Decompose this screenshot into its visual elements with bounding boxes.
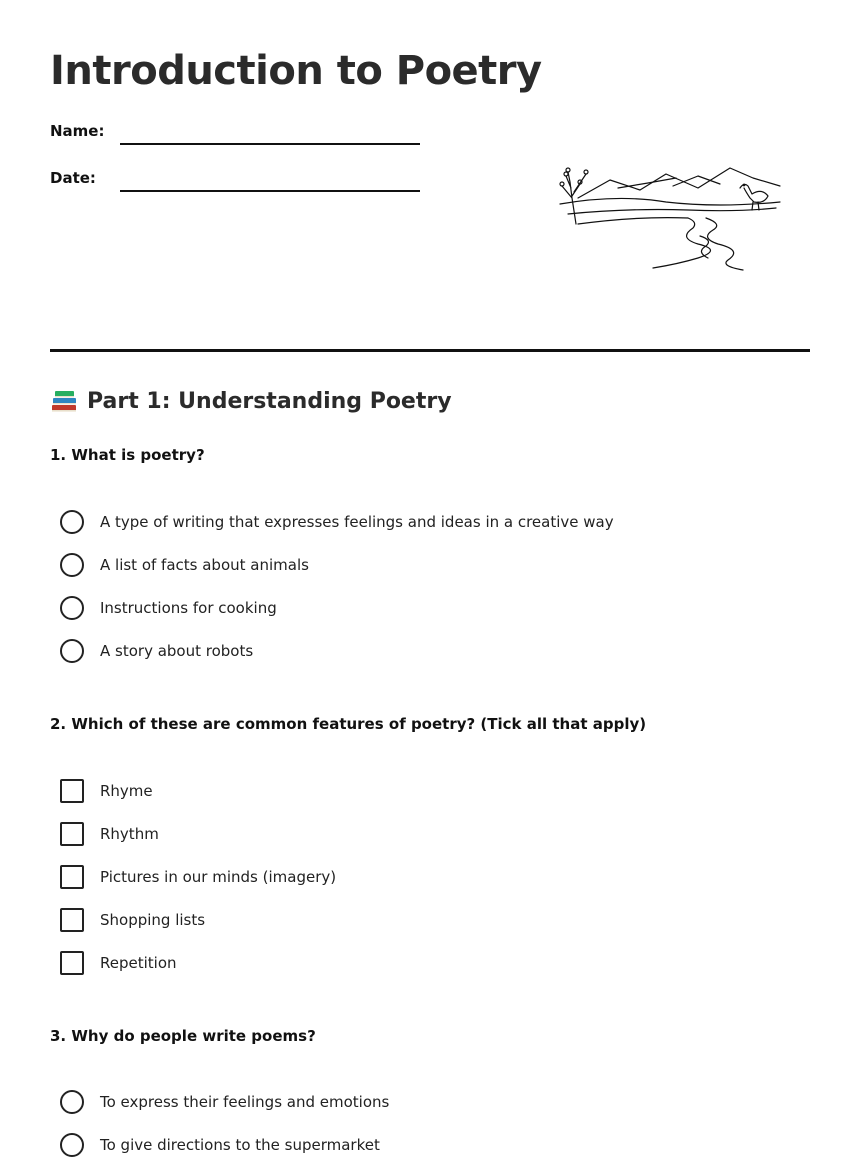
option-label: Shopping lists: [100, 911, 206, 929]
question-2: 2. Which of these are common features of poetry? (Tick all that apply): [50, 715, 647, 733]
checkbox[interactable]: [60, 865, 84, 889]
date-label: Date:: [50, 169, 96, 187]
option-label: A list of facts about animals: [100, 556, 309, 574]
name-label: Name:: [50, 122, 105, 140]
option-q2-d[interactable]: [60, 908, 205, 932]
checkbox[interactable]: [60, 951, 84, 975]
radio-button[interactable]: [60, 1133, 84, 1157]
question-3: 3. Why do people write poems?: [50, 1027, 316, 1045]
radio-button[interactable]: [60, 639, 84, 663]
option-q1-c[interactable]: [60, 596, 277, 620]
option-label: To express their feelings and emotions: [100, 1093, 390, 1111]
section-divider: [50, 349, 810, 352]
checkbox[interactable]: [60, 908, 84, 932]
option-q2-b[interactable]: [60, 822, 159, 846]
books-icon: [50, 388, 78, 414]
option-label: Repetition: [100, 954, 177, 972]
option-label: A story about robots: [100, 642, 254, 660]
option-q2-e[interactable]: [60, 951, 177, 975]
option-q1-a[interactable]: [60, 510, 614, 534]
checkbox[interactable]: [60, 822, 84, 846]
option-label: Instructions for cooking: [100, 599, 277, 617]
radio-button[interactable]: [60, 1090, 84, 1114]
radio-button[interactable]: [60, 510, 84, 534]
option-q2-c[interactable]: [60, 865, 336, 889]
option-q1-b[interactable]: [60, 553, 309, 577]
option-q1-d[interactable]: [60, 639, 253, 663]
option-q3-b[interactable]: [60, 1133, 380, 1157]
date-field[interactable]: [120, 190, 420, 192]
landscape-sketch-icon: [548, 158, 788, 274]
option-label: A type of writing that expresses feelings and ideas in a creative way: [100, 513, 614, 531]
name-field[interactable]: [120, 143, 420, 145]
radio-button[interactable]: [60, 553, 84, 577]
option-q3-a[interactable]: [60, 1090, 389, 1114]
option-label: To give directions to the supermarket: [100, 1136, 380, 1154]
checkbox[interactable]: [60, 779, 84, 803]
question-1: 1. What is poetry?: [50, 446, 205, 464]
option-label: Pictures in our minds (imagery): [100, 868, 337, 886]
section-title: Part 1: Understanding Poetry: [87, 388, 452, 414]
radio-button[interactable]: [60, 596, 84, 620]
section-heading: [50, 388, 452, 414]
option-label: Rhythm: [100, 825, 159, 843]
page-title: Introduction to Poetry: [50, 48, 542, 94]
option-q2-a[interactable]: [60, 779, 153, 803]
option-label: Rhyme: [100, 782, 153, 800]
